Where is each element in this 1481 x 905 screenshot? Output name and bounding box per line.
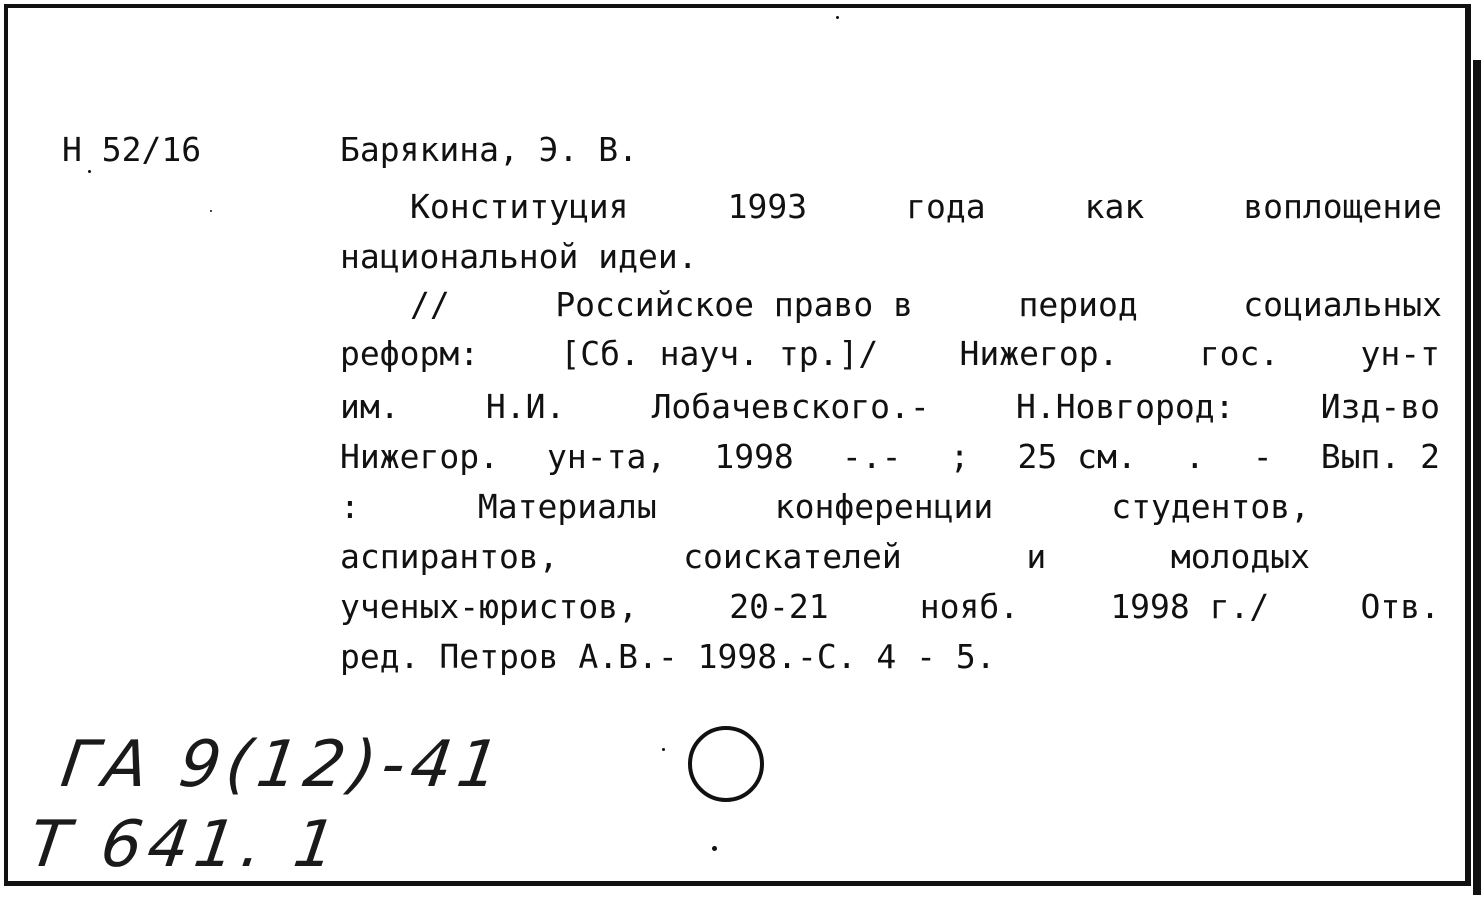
source-word: ; (949, 437, 970, 476)
source-word: [Сб. науч. тр.]/ (560, 334, 879, 373)
source-word: Лобачевского.- (651, 387, 930, 426)
source-word: Н.Новгород: (1015, 387, 1235, 426)
source-word: -.- (841, 437, 902, 476)
title-word: 1993 (727, 187, 808, 226)
source-word: и (1026, 537, 1047, 576)
source-word: молодых (1170, 537, 1310, 576)
ink-speck (662, 748, 665, 751)
source-word: реформ: (340, 334, 480, 373)
source-word: . (1184, 437, 1205, 476)
punch-hole-circle-icon (686, 724, 766, 804)
source-word: нояб. (919, 587, 1020, 626)
source-word: ученых-юристов, (340, 587, 639, 626)
title-line-2: национальной идеи. (340, 237, 698, 276)
source-word: Нижегор. (959, 334, 1119, 373)
source-word: 1998 г./ (1110, 587, 1270, 626)
title-word: Конституция (410, 187, 629, 226)
source-word: Вып. 2 (1320, 437, 1440, 476)
source-word: Отв. (1360, 587, 1440, 626)
source-word: им. (340, 387, 400, 426)
ink-speck (712, 846, 717, 851)
title-word: года (906, 187, 986, 226)
source-word: - (1252, 437, 1273, 476)
source-line-5 (340, 487, 1310, 526)
source-word: гос. (1199, 334, 1280, 373)
source-word: ун-т (1360, 334, 1440, 373)
source-word: Российское право в (555, 285, 913, 324)
card-edge-shadow (1473, 60, 1481, 895)
shelf-mark: Н 52/16 (62, 130, 202, 169)
source-word: Материалы (477, 487, 657, 526)
source-word: Изд-во (1320, 387, 1440, 426)
source-line-6 (340, 537, 1310, 576)
source-line-2 (340, 334, 1440, 373)
source-word: ун-та, (547, 437, 667, 476)
source-word: соискателей (683, 537, 902, 576)
ink-speck (836, 16, 839, 19)
source-word: Нижегор. (340, 437, 499, 476)
ink-speck (210, 210, 212, 212)
source-line-7 (340, 587, 1440, 626)
source-word: 1998 (714, 437, 794, 476)
source-word: конференции (774, 487, 994, 526)
source-line-1 (410, 285, 1442, 324)
source-line-4 (340, 437, 1440, 476)
handwritten-classification: ГА 9(12)-41 (56, 728, 510, 802)
source-word: // (410, 285, 450, 324)
source-line-8: ред. Петров А.В.- 1998.-С. 4 - 5. (340, 637, 996, 676)
source-word: студентов, (1111, 487, 1310, 526)
ink-speck (88, 170, 91, 173)
source-word: период (1018, 285, 1138, 324)
source-word: социальных (1243, 285, 1442, 324)
author-name: Барякина, Э. В. (340, 130, 639, 169)
handwritten-code: Т 641. 1 (24, 808, 347, 882)
title-line-1 (410, 187, 1442, 226)
title-word: воплощение (1243, 187, 1442, 226)
source-word: : (340, 487, 360, 526)
source-word: 25 см. (1017, 437, 1137, 476)
title-word: как (1084, 187, 1145, 226)
source-word: аспирантов, (340, 537, 559, 576)
source-line-3 (340, 387, 1440, 426)
source-word: 20-21 (729, 587, 829, 626)
source-word: Н.И. (485, 387, 566, 426)
